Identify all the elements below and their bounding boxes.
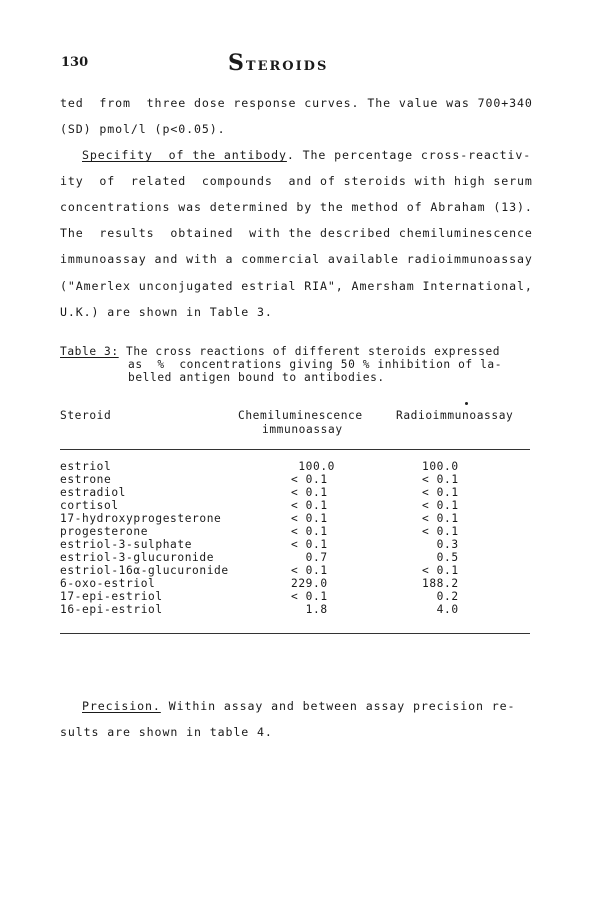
ria-value-cell: 100.0: [422, 460, 459, 473]
running-title-initial: S: [228, 50, 246, 76]
specificity-heading: Specifity of the antibody: [82, 148, 287, 162]
ria-value-cell: 188.2: [422, 577, 459, 590]
chemi-value-cell: 100.0: [291, 460, 336, 473]
steroid-cell: estradiol: [60, 486, 127, 499]
ria-value-cell: 4.0: [422, 603, 459, 616]
steroid-cell: cortisol: [60, 499, 119, 512]
table-caption-line: as % concentrations giving 50 % inhibition of la-: [128, 358, 503, 371]
chemi-value-cell: 229.0: [291, 577, 328, 590]
table-bottom-rule: [60, 633, 530, 634]
column-header-steroid: Steroid: [60, 409, 112, 422]
chemi-value-cell: < 0.1: [291, 525, 328, 538]
steroid-cell: 16-epi-estriol: [60, 603, 163, 616]
ria-value-cell: < 0.1: [422, 473, 459, 486]
table-caption-line: belled antigen bound to antibodies.: [128, 371, 385, 384]
precision-heading: Precision.: [82, 699, 161, 713]
chemi-value-cell: < 0.1: [291, 538, 328, 551]
specificity-first-line: [82, 148, 531, 162]
precision-first-line-rest: Within assay and between assay precision re-: [160, 699, 516, 713]
body-text-line: ity of related compounds and of steroids with high serum: [60, 174, 533, 188]
steroid-cell: estriol-16α-glucuronide: [60, 564, 229, 577]
body-text-line: concentrations was determined by the method of Abraham (13).: [60, 200, 533, 214]
specificity-first-line-rest: . The percentage cross-reactiv-: [286, 148, 532, 162]
stray-mark: [465, 402, 468, 405]
steroid-cell: 17-hydroxyprogesterone: [60, 512, 222, 525]
body-text-line: sults are shown in table 4.: [60, 725, 273, 739]
body-text-line: immunoassay and with a commercial available radioimmunoassay: [60, 252, 533, 266]
running-title-rest: TEROIDS: [245, 59, 329, 74]
steroid-cell: estrone: [60, 473, 112, 486]
chemi-value-cell: < 0.1: [291, 564, 328, 577]
body-text-line: ("Amerlex unconjugated estrial RIA", Amersham International,: [60, 279, 533, 293]
chemi-value-cell: 1.8: [291, 603, 328, 616]
ria-value-cell: 0.3: [422, 538, 459, 551]
body-text-line: ted from three dose response curves. The value was 700+340: [60, 96, 533, 110]
chemi-value-cell: < 0.1: [291, 512, 328, 525]
chemi-value-cell: < 0.1: [291, 486, 328, 499]
column-header-ria: Radioimmunoassay: [396, 409, 514, 422]
body-text-line: U.K.) are shown in Table 3.: [60, 305, 273, 319]
ria-value-cell: < 0.1: [422, 512, 459, 525]
running-title: [228, 50, 328, 76]
ria-value-cell: < 0.1: [422, 564, 459, 577]
steroid-cell: estriol-3-sulphate: [60, 538, 193, 551]
steroid-cell: estriol-3-glucuronide: [60, 551, 215, 564]
steroid-cell: 17-epi-estriol: [60, 590, 163, 603]
ria-value-cell: 0.5: [422, 551, 459, 564]
ria-value-cell: 0.2: [422, 590, 459, 603]
ria-value-cell: < 0.1: [422, 525, 459, 538]
table-label: Table 3:: [60, 345, 119, 358]
page-number: 130: [61, 55, 89, 70]
table-header-rule: [60, 449, 530, 450]
ria-value-cell: < 0.1: [422, 486, 459, 499]
table-caption-line: [60, 345, 500, 358]
column-header-chemi: Chemiluminescence: [238, 409, 363, 422]
chemi-value-cell: < 0.1: [291, 590, 328, 603]
column-header-chemi-sub: immunoassay: [262, 423, 343, 436]
table-caption-text: The cross reactions of different steroids expressed: [118, 345, 501, 358]
body-text-line: The results obtained with the described chemiluminescence: [60, 226, 533, 240]
steroid-cell: progesterone: [60, 525, 149, 538]
ria-value-cell: < 0.1: [422, 499, 459, 512]
precision-first-line: [82, 699, 515, 713]
steroid-cell: 6-oxo-estriol: [60, 577, 156, 590]
chemi-value-cell: < 0.1: [291, 473, 328, 486]
chemi-value-cell: < 0.1: [291, 499, 328, 512]
chemi-value-cell: 0.7: [291, 551, 328, 564]
steroid-cell: estriol: [60, 460, 112, 473]
body-text-line: (SD) pmol/l (p<0.05).: [60, 122, 226, 136]
